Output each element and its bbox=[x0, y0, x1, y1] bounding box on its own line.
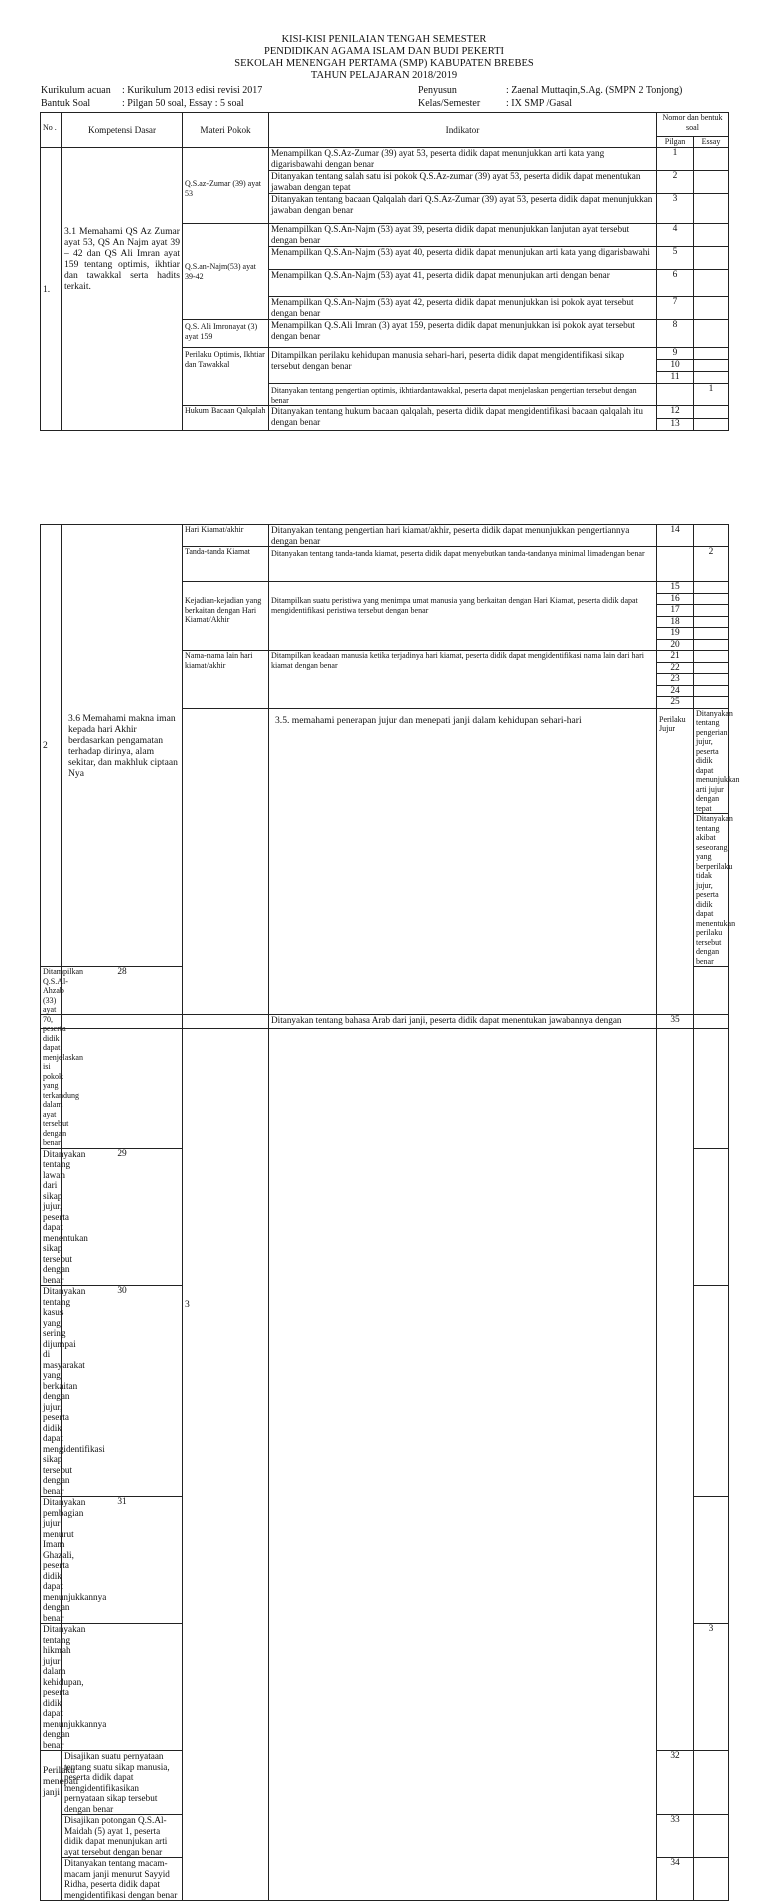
indikator-cell: Menampilkan Q.S.An-Najm (53) ayat 41, peserta didik dapat menunjukan arti dengan benar bbox=[269, 270, 657, 297]
pilgan-number: 34 bbox=[657, 1858, 694, 1901]
essay-cell bbox=[694, 1497, 729, 1624]
essay-cell bbox=[694, 348, 729, 360]
essay-cell bbox=[694, 372, 729, 384]
materi-pokok: Perilaku Optimis, Ikhtiar dan Tawakkal bbox=[183, 348, 269, 406]
indikator-cell: Menampilkan Q.S.Ali Imran (3) ayat 159, peserta didik dapat menunjukkan isi pokok ayat tersebut dengan benar bbox=[269, 320, 657, 348]
essay-cell bbox=[694, 320, 729, 348]
essay-cell bbox=[694, 1751, 729, 1815]
pilgan-number: 29 bbox=[62, 1148, 183, 1286]
indikator-cell: Ditampilkan perilaku kehidupan manusia sehari-hari, peserta didik dapat mengidentifikasi sikap tersebut dengan benar bbox=[269, 348, 657, 384]
col-header-essay: Essay bbox=[694, 137, 729, 148]
essay-cell bbox=[694, 582, 729, 594]
col-header-kd: Kompetensi Dasar bbox=[62, 113, 183, 148]
pilgan-number: 1 bbox=[657, 148, 694, 171]
kelas-value: : IX SMP /Gasal bbox=[506, 98, 573, 109]
pilgan-number: 4 bbox=[657, 224, 694, 247]
essay-cell bbox=[694, 605, 729, 617]
materi-pokok: Nama-nama lain hari kiamat/akhir bbox=[183, 651, 269, 709]
essay-cell bbox=[694, 639, 729, 651]
kompetensi-dasar: 3.6 Memahami makna iman kepada hari Akhir berdasarkan pengamatan terhadap dirinya, alam sekitar, dan makhluk ciptaan Nya bbox=[62, 525, 183, 967]
materi-pokok: Perilaku menepati janji bbox=[41, 1751, 62, 1901]
doc-title-line4: TAHUN PELAJARAN 2018/2019 bbox=[310, 70, 458, 81]
materi-pokok: Kejadian-kejadian yang berkaitan dengan Hari Kiamat/Akhir bbox=[183, 582, 269, 651]
materi-pokok: Q.S.an-Najm(53) ayat 39-42 bbox=[183, 224, 269, 320]
indikator-cell: Ditanyakan tentang akibat seseorang yang berperilaku tidak jujur, peserta didik dapat menentukan perilaku tersebut dengan benar bbox=[694, 814, 729, 967]
indikator-cell: Ditanyakan tentang bacaan Qalqalah dari Q.S.Az-Zumar (39) ayat 53, peserta didik dapat menunjukkan jawaban dengan benar bbox=[269, 194, 657, 224]
essay-cell bbox=[694, 297, 729, 320]
essay-cell bbox=[694, 674, 729, 686]
kurikulum-value: : Kurikulum 2013 edisi revisi 2017 bbox=[122, 85, 263, 96]
indikator-cell: Ditanyakan pembagian jujur menurut Imam Ghazali, peserta didik dapat menunjukkannya dengan benar bbox=[41, 1497, 62, 1624]
materi-pokok: Hukum Bacaan Qalqalah bbox=[183, 406, 269, 431]
pilgan-number: 13 bbox=[657, 419, 694, 431]
materi-pokok: Q.S.az-Zumar (39) ayat 53 bbox=[183, 148, 269, 224]
indikator-cell: Menampilkan Q.S.An-Najm (53) ayat 39, peserta didik dapat menunjukkan lanjutan ayat tersebut dengan benar bbox=[269, 224, 657, 247]
kurikulum-label: Kurikulum acuan bbox=[41, 85, 111, 96]
indikator-cell: Ditanyakan tentang salah satu isi pokok Q.S.Az-zumar (39) ayat 53, peserta didik dapat menentukan jawaban dengan tepat bbox=[269, 171, 657, 194]
kompetensi-dasar: 3.1 Memahami QS Az Zumar ayat 53, QS An Najm ayat 39 – 42 dan QS Ali Imran ayat 159 tentang optimis, ikhtiar dan tawakkal serta hadits terkait. bbox=[62, 148, 183, 431]
indikator-cell: Disajikan suatu pernyataan tentang suatu sikap manusia, peserta didik dapat mengidentifikasikan pernyataan sikap tersebut dengan benar bbox=[62, 1751, 183, 1815]
indikator-cell: Ditanyakan tentang macam-macam janji menurut Sayyid Ridha, peserta didik dapat mengidentifikasi dengan benar bbox=[62, 1858, 183, 1901]
indikator-cell: Ditanyakan tentang hikmah jujur dalam kehidupan, peserta didik dapat menunjukkannya dengan benar bbox=[41, 1624, 62, 1751]
indikator-cell: Disajikan potongan Q.S.Al-Maidah (5) ayat 1, peserta didik dapat menunjukan arti ayat tersebut dengan benar bbox=[62, 1815, 183, 1858]
pilgan-number: 12 bbox=[657, 406, 694, 419]
pilgan-number: 22 bbox=[657, 662, 694, 674]
essay-number: 1 bbox=[694, 384, 729, 406]
kisi-table-section2-3 bbox=[40, 524, 740, 1901]
section-number bbox=[41, 1015, 62, 1029]
col-header-nomor: Nomor dan bentuk soal bbox=[657, 113, 729, 137]
indikator-cell: Ditanyakan tentang pengertian hari kiamat/akhir, peserta didik dapat menunjukkan pengertiannya dengan benar bbox=[269, 525, 657, 547]
pilgan-cell bbox=[657, 547, 694, 582]
essay-cell bbox=[694, 148, 729, 171]
pilgan-cell bbox=[62, 1624, 183, 1751]
doc-title-line3: SEKOLAH MENENGAH PERTAMA (SMP) KABUPATEN BREBES bbox=[234, 58, 534, 69]
indikator-cell: Menampilkan Q.S.Az-Zumar (39) ayat 53, peserta didik dapat menunjukkan arti kata yang digarisbawahi dengan benar bbox=[269, 148, 657, 171]
essay-cell bbox=[694, 1148, 729, 1286]
col-header-no: No . bbox=[41, 113, 62, 148]
essay-cell bbox=[694, 685, 729, 697]
essay-cell bbox=[694, 1815, 729, 1858]
penyusun-label: Penyusun bbox=[418, 85, 457, 96]
essay-cell bbox=[694, 171, 729, 194]
pilgan-number: 28 bbox=[62, 967, 183, 1149]
essay-cell bbox=[694, 224, 729, 247]
pilgan-number: 35 bbox=[657, 1015, 694, 1029]
section-number: 3 bbox=[183, 708, 269, 1901]
materi-pokok: Hari Kiamat/akhir bbox=[183, 525, 269, 547]
materi-pokok: Q.S. Ali Imronayat (3) ayat 159 bbox=[183, 320, 269, 348]
essay-cell bbox=[694, 697, 729, 709]
essay-number: 2 bbox=[694, 547, 729, 582]
pilgan-number: 15 bbox=[657, 582, 694, 594]
kompetensi-dasar: 3.5. memahami penerapan jujur dan menepati janji dalam kehidupan sehari-hari bbox=[269, 708, 657, 1901]
essay-cell bbox=[694, 1858, 729, 1901]
pilgan-number: 5 bbox=[657, 247, 694, 270]
indikator-cell: Ditampilkan suatu peristiwa yang menimpa umat manusia yang berkaitan dengan Hari Kiamat, peserta didik dapat mengidentifikasi peristiwa tersebut dengan benar bbox=[269, 582, 657, 651]
essay-cell bbox=[694, 651, 729, 663]
essay-cell bbox=[694, 662, 729, 674]
pilgan-number: 3 bbox=[657, 194, 694, 224]
materi-pokok bbox=[183, 1015, 269, 1029]
indikator-cell: Ditampilkan Q.S.Al-Ahzab (33) ayat 70, peserta didik dapat menjelaskan isi pokok yang terkandung dalam ayat tersebut dengan benar bbox=[41, 967, 62, 1149]
essay-number: 3 bbox=[694, 1624, 729, 1751]
indikator-cell: Ditanyakan tentang kasus yang sering dijumpai di masyarakat yang berkaitan dengan jujur, peserta didik dapat mengidentifikasi sikap tersebut dengan benar bbox=[41, 1286, 62, 1497]
essay-cell bbox=[694, 247, 729, 270]
pilgan-number: 21 bbox=[657, 651, 694, 663]
pilgan-number: 11 bbox=[657, 372, 694, 384]
pilgan-number: 7 bbox=[657, 297, 694, 320]
pilgan-number: 24 bbox=[657, 685, 694, 697]
pilgan-number: 20 bbox=[657, 639, 694, 651]
penyusun-value: : Zaenal Muttaqin,S.Ag. (SMPN 2 Tonjong) bbox=[506, 85, 683, 96]
essay-cell bbox=[694, 967, 729, 1149]
section-number: 1. bbox=[41, 148, 62, 431]
indikator-cell: Ditanyakan tentang pengerian jujur, peserta didik dapat menunjukkan arti jujur dengan tepat bbox=[694, 708, 729, 814]
essay-cell bbox=[694, 360, 729, 372]
pilgan-number: 23 bbox=[657, 674, 694, 686]
essay-cell bbox=[694, 525, 729, 547]
materi-pokok: Perilaku Jujur bbox=[657, 708, 694, 1751]
essay-cell bbox=[694, 406, 729, 419]
essay-cell bbox=[694, 616, 729, 628]
pilgan-number: 32 bbox=[657, 1751, 694, 1815]
pilgan-number: 2 bbox=[657, 171, 694, 194]
pilgan-number: 25 bbox=[657, 697, 694, 709]
pilgan-number: 19 bbox=[657, 628, 694, 640]
essay-cell bbox=[694, 628, 729, 640]
doc-title-line2: PENDIDIKAN AGAMA ISLAM DAN BUDI PEKERTI bbox=[264, 46, 504, 57]
pilgan-number: 33 bbox=[657, 1815, 694, 1858]
section-number: 2 bbox=[41, 525, 62, 967]
bentuk-label: Bantuk Soal bbox=[41, 98, 91, 109]
indikator-cell: Ditanyakan tentang hukum bacaan qalqalah, peserta didik dapat mengidentifikasi bacaan qalqalah itu dengan benar bbox=[269, 406, 657, 431]
kelas-label: Kelas/Semester bbox=[418, 98, 481, 109]
indikator-cell: Ditanyakan tentang bahasa Arab dari janji, peserta didik dapat menentukan jawabannya dengan bbox=[269, 1015, 657, 1029]
indikator-cell: Ditanyakan tentang pengertian optimis, ikhtiardantawakkal, peserta dapat menjelaskan pengertian tersebut dengan benar bbox=[269, 384, 657, 406]
doc-title-line1: KISI-KISI PENILAIAN TENGAH SEMESTER bbox=[281, 34, 487, 45]
materi-pokok: Tanda-tanda Kiamat bbox=[183, 547, 269, 582]
pilgan-number: 10 bbox=[657, 360, 694, 372]
indikator-cell: Ditanyakan tentang tanda-tanda kiamat, peserta didik dapat menyebutkan tanda-tandanya minimal limadengan benar bbox=[269, 547, 657, 582]
pilgan-number: 6 bbox=[657, 270, 694, 297]
col-header-materi: Materi Pokok bbox=[183, 113, 269, 148]
indikator-cell: Ditanyakan tentang lawan dari sikap jujur, peserta dapat menentukan sikap tersebut dengan benar bbox=[41, 1148, 62, 1286]
bentuk-value: : Pilgan 50 soal, Essay : 5 soal bbox=[122, 98, 244, 109]
indikator-cell: Ditampilkan keadaan manusia ketika terjadinya hari kiamat, peserta didik dapat mengidentifikasi nama lain dari hari kiamat dengan benar bbox=[269, 651, 657, 709]
pilgan-number: 17 bbox=[657, 605, 694, 617]
indikator-cell: Menampilkan Q.S.An-Najm (53) ayat 42, peserta didik dapat menunjukkan isi pokok ayat tersebut dengan benar bbox=[269, 297, 657, 320]
kisi-table-section4 bbox=[40, 1014, 729, 1029]
pilgan-number: 8 bbox=[657, 320, 694, 348]
essay-cell bbox=[694, 593, 729, 605]
pilgan-number: 30 bbox=[62, 1286, 183, 1497]
kisi-table-section1 bbox=[40, 112, 729, 431]
pilgan-cell bbox=[657, 384, 694, 406]
indikator-cell: Menampilkan Q.S.An-Najm (53) ayat 40, peserta didik dapat menunjukan arti kata yang digarisbawahi bbox=[269, 247, 657, 270]
pilgan-number: 16 bbox=[657, 593, 694, 605]
essay-cell bbox=[694, 419, 729, 431]
essay-cell bbox=[694, 270, 729, 297]
essay-cell bbox=[694, 1015, 729, 1029]
col-header-pilgan: Pilgan bbox=[657, 137, 694, 148]
col-header-indikator: Indikator bbox=[269, 113, 657, 148]
essay-cell bbox=[694, 194, 729, 224]
pilgan-number: 14 bbox=[657, 525, 694, 547]
pilgan-number: 18 bbox=[657, 616, 694, 628]
essay-cell bbox=[694, 1286, 729, 1497]
kompetensi-dasar bbox=[62, 1015, 183, 1029]
pilgan-number: 9 bbox=[657, 348, 694, 360]
pilgan-number: 31 bbox=[62, 1497, 183, 1624]
